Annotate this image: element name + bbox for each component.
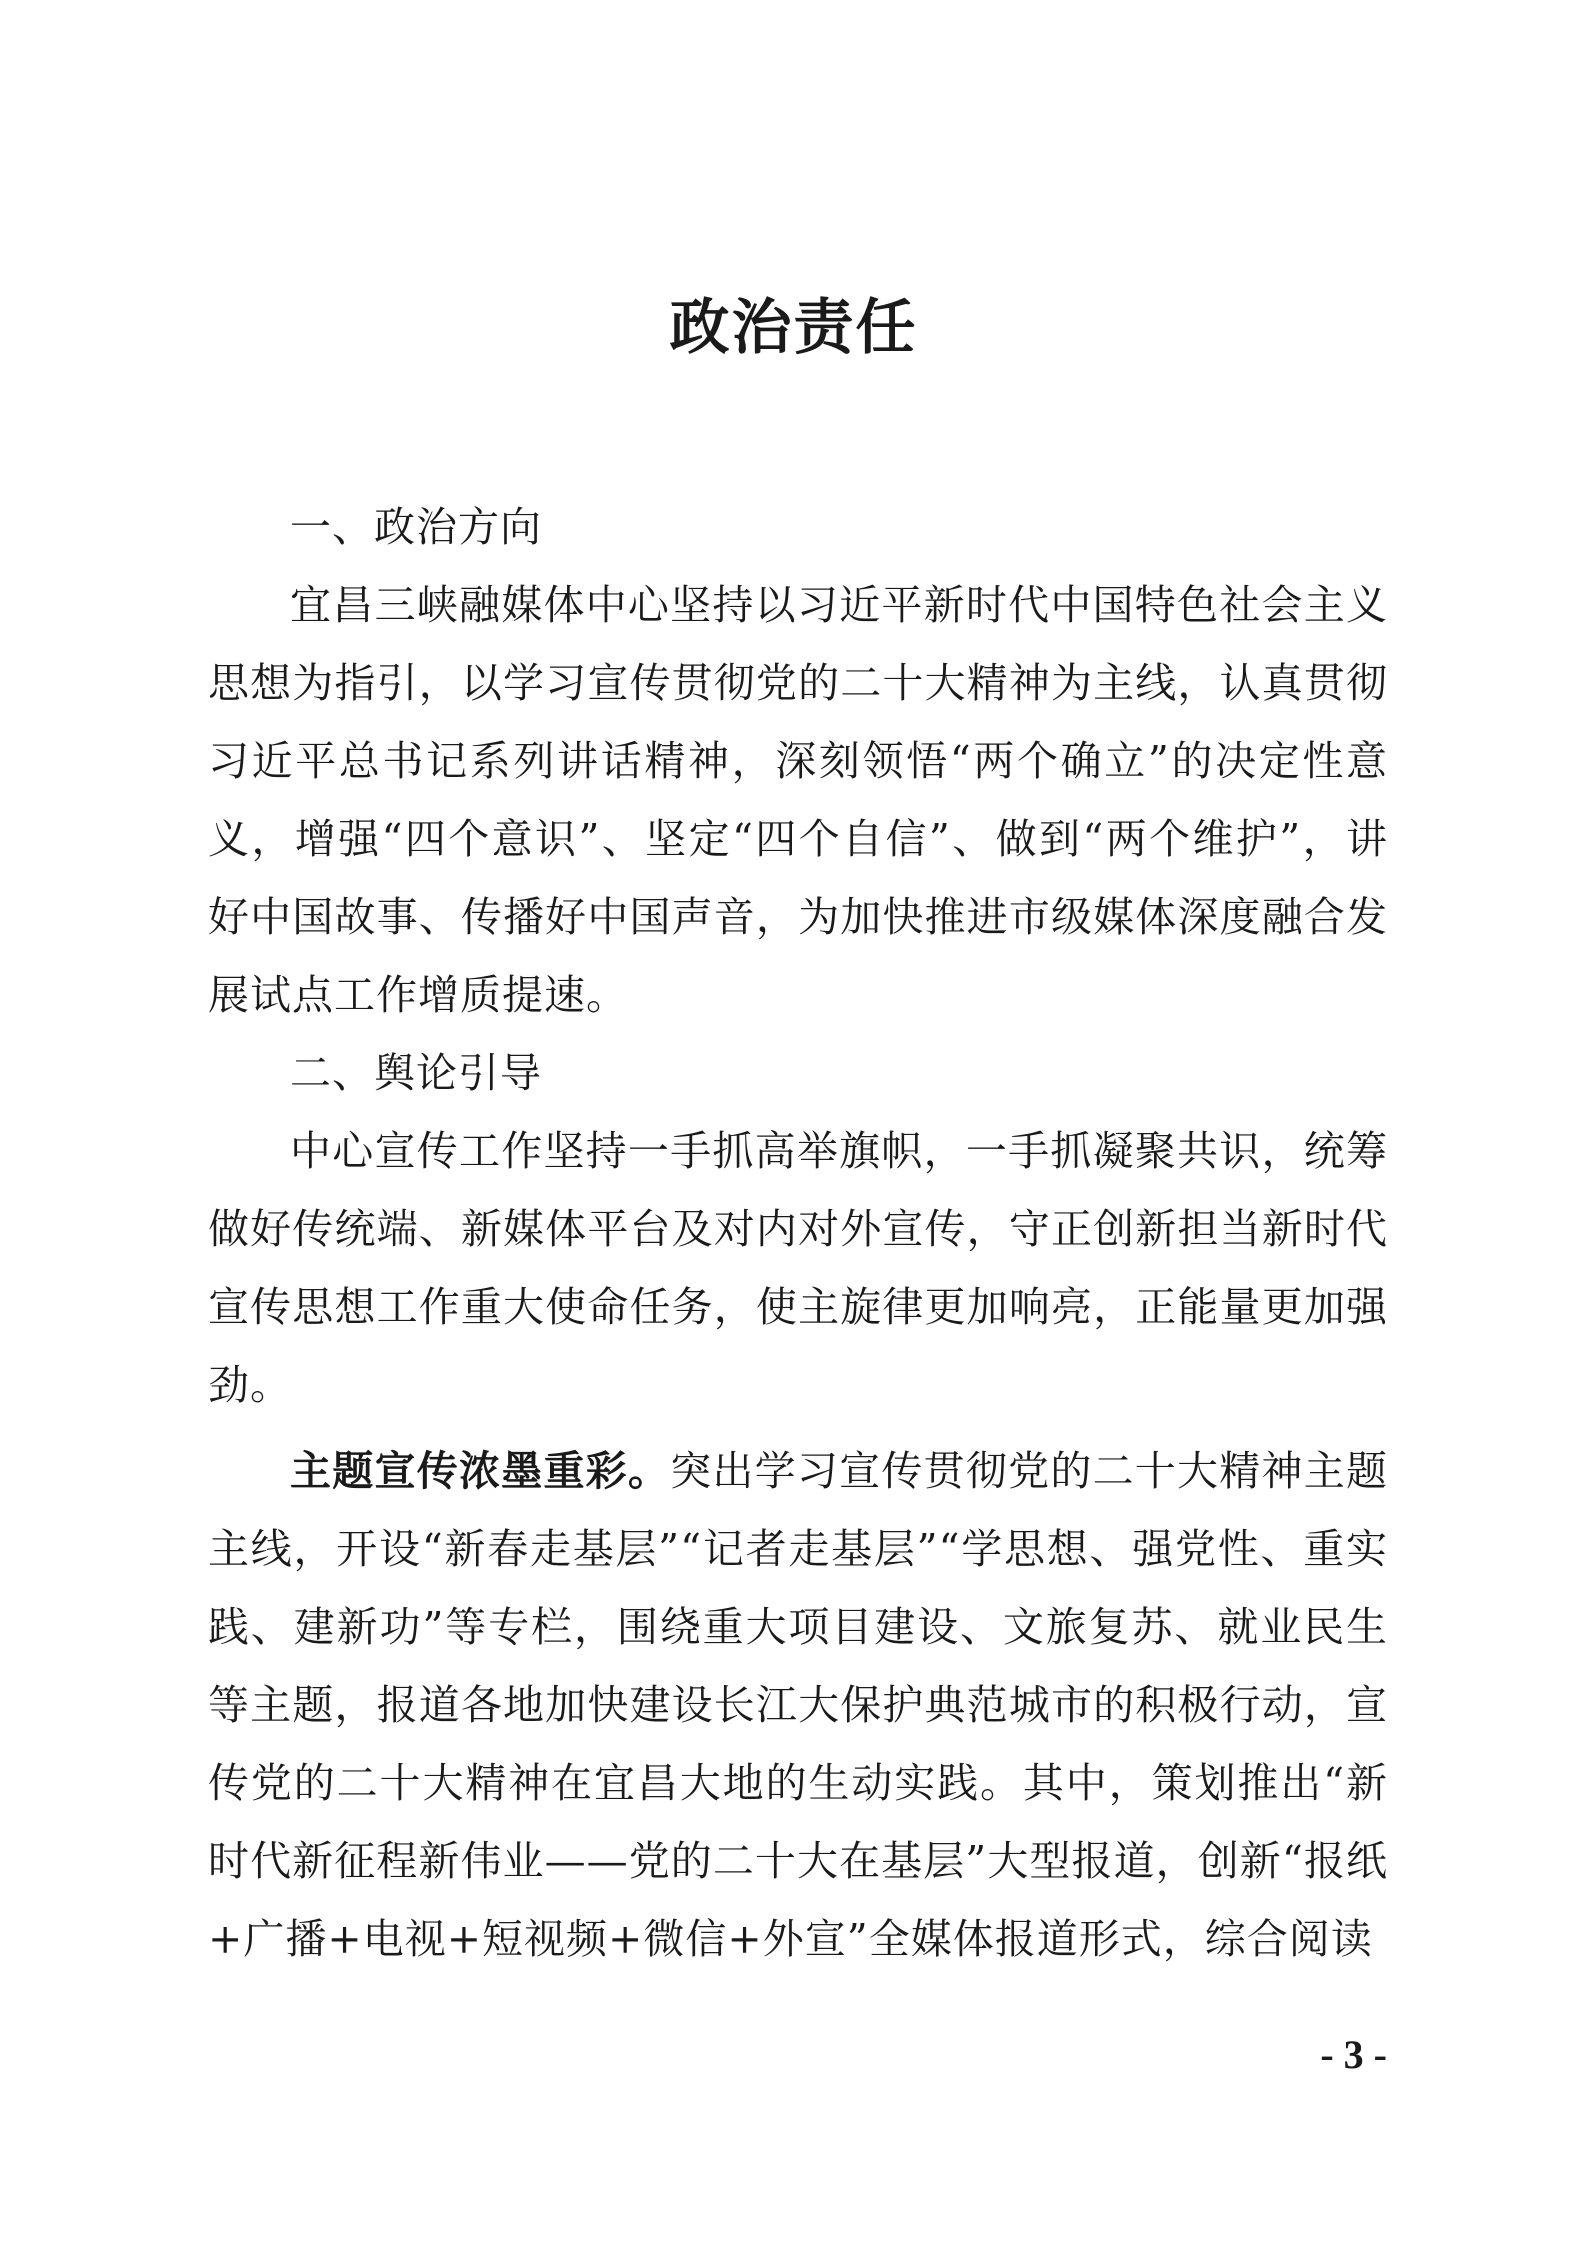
section-heading-public-opinion: 二、舆论引导	[290, 1049, 542, 1097]
lead-sentence: 主题宣传浓墨重彩。	[290, 1447, 671, 1495]
paragraph-theme-publicity	[208, 1432, 1388, 1978]
document-body	[208, 488, 1388, 1978]
page-number: - 3 -	[1320, 2032, 1387, 2077]
section-heading-political-direction: 一、政治方向	[290, 503, 542, 551]
lead-paragraph-text: 突出学习宣传贯彻党的二十大精神主题主线，开设“新春走基层”“记者走基层”“学思想、强党性、重实践、建新功”等专栏，围绕重大项目建设、文旅复苏、就业民生等主题，报道各地加快建设长江大保护典范城市的积极行动，宣传党的二十大精神在宜昌大地的生动实践。其中，策划推出“新时代新征程新伟业——党的二十大在基层”大型报道，创新“报纸+广播+电视+短视频+微信+外宣”全媒体报道形式，综合阅读	[208, 1447, 1389, 1963]
paragraph-political-direction: 宜昌三峡融媒体中心坚持以习近平新时代中国特色社会主义思想为指引，以学习宣传贯彻党的二十大精神为主线，认真贯彻习近平总书记系列讲话精神，深刻领悟“两个确立”的决定性意义，增强“四个意识”、坚定“四个自信”、做到“两个维护”，讲好中国故事、传播好中国声音，为加快推进市级媒体深度融合发展试点工作增质提速。	[208, 581, 1388, 1019]
page-title: 政治责任	[669, 293, 918, 363]
paragraph-public-opinion: 中心宣传工作坚持一手抓高举旗帜，一手抓凝聚共识，统筹做好传统端、新媒体平台及对内对外宣传，守正创新担当新时代宣传思想工作重大使命任务，使主旋律更加响亮，正能量更加强劲。	[208, 1127, 1388, 1409]
